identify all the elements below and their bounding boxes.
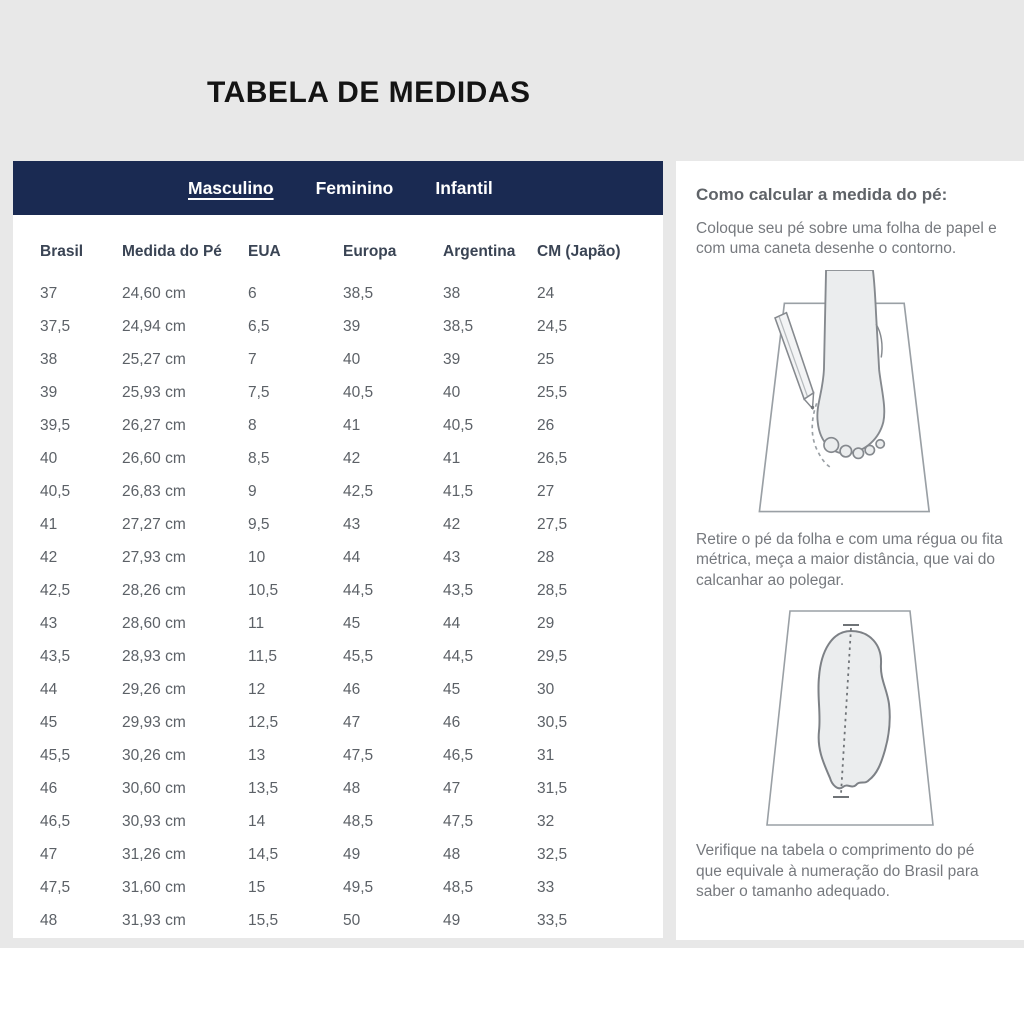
column-header-argentina: Argentina — [443, 242, 516, 260]
cell-argentina: 40,5 — [443, 416, 474, 434]
cell-brasil: 39,5 — [40, 416, 71, 434]
cell-medida-do-pe: 28,26 cm — [122, 581, 186, 599]
cell-medida-do-pe: 30,26 cm — [122, 746, 186, 764]
cell-medida-do-pe: 25,93 cm — [122, 383, 186, 401]
cell-cm-japao: 32,5 — [537, 845, 568, 863]
cell-argentina: 47,5 — [443, 812, 474, 830]
column-header-europa: Europa — [343, 242, 397, 260]
size-table-panel — [13, 161, 663, 938]
size-conversion-table — [13, 215, 663, 937]
cell-cm-japao: 30 — [537, 680, 555, 698]
cell-cm-japao: 25 — [537, 350, 555, 368]
cell-brasil: 45 — [40, 713, 58, 731]
foot-outline-shape — [818, 631, 889, 788]
cell-eua: 14 — [248, 812, 266, 830]
cell-europa: 42 — [343, 449, 361, 467]
cell-medida-do-pe: 27,27 cm — [122, 515, 186, 533]
cell-brasil: 41 — [40, 515, 58, 533]
cell-argentina: 38 — [443, 284, 461, 302]
cell-cm-japao: 30,5 — [537, 713, 568, 731]
cell-europa: 44 — [343, 548, 361, 566]
instruction-step-2: Retire o pé da folha e com uma régua ou fita métrica, meça a maior distância, que vai do calcanhar ao polegar. — [696, 530, 1003, 589]
cell-europa: 47 — [343, 713, 361, 731]
cell-argentina: 43 — [443, 548, 461, 566]
table-row — [40, 574, 663, 607]
table-row — [40, 277, 663, 310]
cell-brasil: 40 — [40, 449, 58, 467]
cell-europa: 44,5 — [343, 581, 374, 599]
cell-brasil: 42 — [40, 548, 58, 566]
cell-cm-japao: 27,5 — [537, 515, 568, 533]
cell-cm-japao: 29,5 — [537, 647, 568, 665]
table-row — [40, 376, 663, 409]
cell-argentina: 48,5 — [443, 878, 474, 896]
table-row — [40, 640, 663, 673]
cell-brasil: 47 — [40, 845, 58, 863]
cell-brasil: 44 — [40, 680, 58, 698]
cell-europa: 39 — [343, 317, 361, 335]
cell-argentina: 47 — [443, 779, 461, 797]
cell-argentina: 43,5 — [443, 581, 474, 599]
cell-cm-japao: 24 — [537, 284, 555, 302]
cell-medida-do-pe: 30,60 cm — [122, 779, 186, 797]
cell-eua: 9 — [248, 482, 257, 500]
cell-brasil: 43 — [40, 614, 58, 632]
cell-europa: 45,5 — [343, 647, 374, 665]
table-row — [40, 541, 663, 574]
column-header-cm-japao: CM (Japão) — [537, 242, 621, 260]
cell-brasil: 37 — [40, 284, 58, 302]
cell-brasil: 42,5 — [40, 581, 71, 599]
cell-medida-do-pe: 25,27 cm — [122, 350, 186, 368]
cell-europa: 46 — [343, 680, 361, 698]
gender-tab-bar — [13, 161, 663, 215]
cell-brasil: 48 — [40, 911, 58, 929]
cell-argentina: 41,5 — [443, 482, 474, 500]
cell-europa: 42,5 — [343, 482, 374, 500]
cell-cm-japao: 24,5 — [537, 317, 568, 335]
cell-argentina: 40 — [443, 383, 461, 401]
cell-cm-japao: 26,5 — [537, 449, 568, 467]
cell-cm-japao: 27 — [537, 482, 555, 500]
column-header-brasil: Brasil — [40, 242, 84, 260]
cell-medida-do-pe: 24,60 cm — [122, 284, 186, 302]
tab-infantil[interactable]: Infantil — [435, 177, 493, 198]
cell-europa: 50 — [343, 911, 361, 929]
cell-argentina: 45 — [443, 680, 461, 698]
cell-europa: 49 — [343, 845, 361, 863]
cell-eua: 6 — [248, 284, 257, 302]
table-row — [40, 673, 663, 706]
cell-cm-japao: 33,5 — [537, 911, 568, 929]
tab-feminino[interactable]: Feminino — [315, 177, 394, 198]
cell-brasil: 43,5 — [40, 647, 71, 665]
cell-europa: 40,5 — [343, 383, 374, 401]
table-row — [40, 343, 663, 376]
cell-medida-do-pe: 31,60 cm — [122, 878, 186, 896]
cell-brasil: 47,5 — [40, 878, 71, 896]
cell-europa: 43 — [343, 515, 361, 533]
cell-medida-do-pe: 24,94 cm — [122, 317, 186, 335]
table-row — [40, 772, 663, 805]
table-row — [40, 805, 663, 838]
cell-medida-do-pe: 29,26 cm — [122, 680, 186, 698]
cell-eua: 8,5 — [248, 449, 270, 467]
cell-brasil: 46 — [40, 779, 58, 797]
table-row — [40, 739, 663, 772]
foot-outline-measure-illustration — [730, 601, 970, 833]
cell-medida-do-pe: 26,27 cm — [122, 416, 186, 434]
cell-brasil: 37,5 — [40, 317, 71, 335]
cell-medida-do-pe: 31,26 cm — [122, 845, 186, 863]
cell-brasil: 38 — [40, 350, 58, 368]
table-row — [40, 871, 663, 904]
cell-cm-japao: 31,5 — [537, 779, 568, 797]
cell-cm-japao: 29 — [537, 614, 555, 632]
cell-argentina: 44 — [443, 614, 461, 632]
instructions-heading: Como calcular a medida do pé: — [696, 185, 948, 204]
cell-brasil: 46,5 — [40, 812, 71, 830]
table-row — [40, 904, 663, 937]
cell-eua: 7 — [248, 350, 257, 368]
table-row — [40, 508, 663, 541]
cell-eua: 15,5 — [248, 911, 279, 929]
cell-argentina: 42 — [443, 515, 461, 533]
cell-cm-japao: 25,5 — [537, 383, 568, 401]
cell-medida-do-pe: 27,93 cm — [122, 548, 186, 566]
table-row — [40, 607, 663, 640]
cell-medida-do-pe: 29,93 cm — [122, 713, 186, 731]
cell-eua: 15 — [248, 878, 266, 896]
cell-eua: 7,5 — [248, 383, 270, 401]
cell-brasil: 45,5 — [40, 746, 71, 764]
cell-argentina: 46,5 — [443, 746, 474, 764]
cell-brasil: 39 — [40, 383, 58, 401]
cell-cm-japao: 28,5 — [537, 581, 568, 599]
cell-argentina: 48 — [443, 845, 461, 863]
cell-europa: 41 — [343, 416, 361, 434]
cell-eua: 12 — [248, 680, 266, 698]
cell-eua: 13,5 — [248, 779, 279, 797]
cell-medida-do-pe: 26,83 cm — [122, 482, 186, 500]
cell-medida-do-pe: 28,60 cm — [122, 614, 186, 632]
cell-europa: 38,5 — [343, 284, 374, 302]
cell-cm-japao: 33 — [537, 878, 555, 896]
cell-argentina: 46 — [443, 713, 461, 731]
table-row — [40, 310, 663, 343]
cell-europa: 40 — [343, 350, 361, 368]
cell-europa: 49,5 — [343, 878, 374, 896]
table-row — [40, 838, 663, 871]
cell-eua: 10,5 — [248, 581, 279, 599]
cell-eua: 6,5 — [248, 317, 270, 335]
cell-argentina: 38,5 — [443, 317, 474, 335]
instruction-step-1: Coloque seu pé sobre uma folha de papel e com uma caneta desenhe o contorno. — [696, 220, 997, 258]
table-row — [40, 409, 663, 442]
cell-argentina: 39 — [443, 350, 461, 368]
table-row — [40, 442, 663, 475]
foot-tracing-pencil-illustration — [725, 270, 975, 522]
cell-eua: 12,5 — [248, 713, 279, 731]
cell-medida-do-pe: 26,60 cm — [122, 449, 186, 467]
column-header-medida-do-pe: Medida do Pé — [122, 242, 222, 260]
cell-cm-japao: 28 — [537, 548, 555, 566]
page-title: TABELA DE MEDIDAS — [207, 76, 531, 109]
cell-europa: 47,5 — [343, 746, 374, 764]
cell-argentina: 49 — [443, 911, 461, 929]
cell-brasil: 40,5 — [40, 482, 71, 500]
cell-eua: 11 — [248, 614, 265, 632]
table-row — [40, 475, 663, 508]
cell-argentina: 41 — [443, 449, 461, 467]
cell-medida-do-pe: 30,93 cm — [122, 812, 186, 830]
table-header-row — [40, 235, 663, 268]
cell-europa: 45 — [343, 614, 361, 632]
foot-shape — [817, 270, 884, 453]
cell-cm-japao: 31 — [537, 746, 555, 764]
cell-eua: 13 — [248, 746, 266, 764]
cell-medida-do-pe: 31,93 cm — [122, 911, 186, 929]
cell-eua: 9,5 — [248, 515, 270, 533]
cell-europa: 48,5 — [343, 812, 374, 830]
cell-eua: 8 — [248, 416, 257, 434]
tab-masculino[interactable]: Masculino — [188, 177, 274, 198]
cell-eua: 10 — [248, 548, 266, 566]
cell-eua: 14,5 — [248, 845, 279, 863]
cell-argentina: 44,5 — [443, 647, 474, 665]
instruction-step-3: Verifique na tabela o comprimento do pé que equivale à numeração do Brasil para saber o tamanho adequado. — [696, 842, 979, 901]
table-row — [40, 706, 663, 739]
cell-cm-japao: 26 — [537, 416, 555, 434]
cell-medida-do-pe: 28,93 cm — [122, 647, 186, 665]
cell-europa: 48 — [343, 779, 361, 797]
measure-instructions-panel — [676, 161, 1024, 940]
column-header-eua: EUA — [248, 242, 281, 260]
cell-cm-japao: 32 — [537, 812, 555, 830]
cell-eua: 11,5 — [248, 647, 278, 665]
